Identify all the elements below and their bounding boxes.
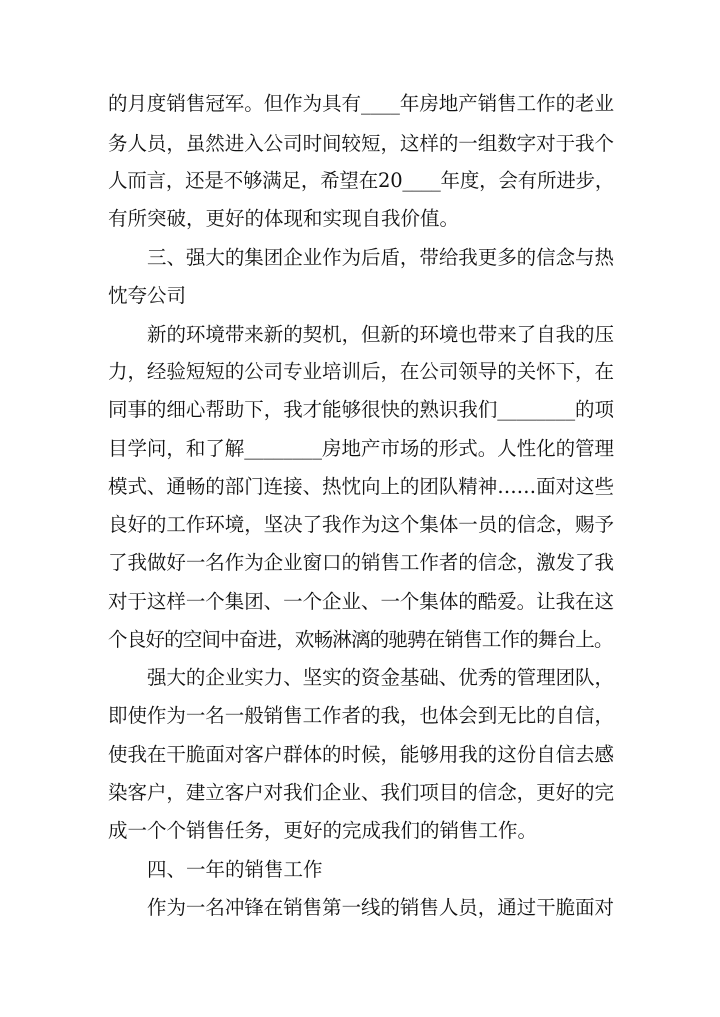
text-line: 强大的企业实力、坚实的资金基础、优秀的管理团队， (147, 666, 614, 689)
text-line: 有所突破，更好的体现和实现自我价值。 (108, 207, 460, 230)
text-line: 的月度销售冠军。但作为具有____年房地产销售工作的老业 (108, 92, 614, 115)
text-line: 个良好的空间中奋进，欢畅淋漓的驰骋在销售工作的舞台上。 (108, 628, 613, 651)
section-heading: 四、一年的销售工作 (147, 858, 323, 881)
text-line: 作为一名冲锋在销售第一线的销售人员，通过干脆面对 (147, 896, 614, 919)
section-heading: 三、强大的集团企业作为后盾，带给我更多的信念与热 (147, 246, 614, 269)
text-line: 人而言，还是不够满足，希望在20____年度，会有所进步， (108, 169, 615, 192)
text-line: 同事的细心帮助下，我才能够很快的熟识我们________的项 (108, 398, 614, 421)
text-line: 务人员，虽然进入公司时间较短，这样的一组数字对于我个 (108, 132, 614, 155)
text-line: 使我在干脆面对客户群体的时候，能够用我的这份自信去感 (108, 743, 614, 766)
text-line: 目学问，和了解________房地产市场的形式。人性化的管理 (108, 437, 614, 460)
text-line: 染客户，建立客户对我们企业、我们项目的信念，更好的完 (108, 781, 614, 804)
section-heading-continued: 忱夸公司 (108, 284, 187, 307)
text-line: 即使作为一名一般销售工作者的我，也体会到无比的自信， (108, 704, 614, 727)
text-line: 模式、通畅的部门连接、热忱向上的团队精神……面对这些 (108, 475, 614, 498)
text-line: 成一个个销售任务，更好的完成我们的销售工作。 (108, 819, 538, 842)
text-line: 力，经验短短的公司专业培训后，在公司领导的关怀下，在 (108, 360, 614, 383)
text-line: 良好的工作环境，坚决了我作为这个集体一员的信念，赐予 (108, 513, 614, 536)
text-line: 了我做好一名作为企业窗口的销售工作者的信念，激发了我 (108, 551, 614, 574)
text-line: 新的环境带来新的契机，但新的环境也带来了自我的压 (147, 323, 614, 346)
text-line: 对于这样一个集团、一个企业、一个集体的酷爱。让我在这 (108, 590, 614, 613)
